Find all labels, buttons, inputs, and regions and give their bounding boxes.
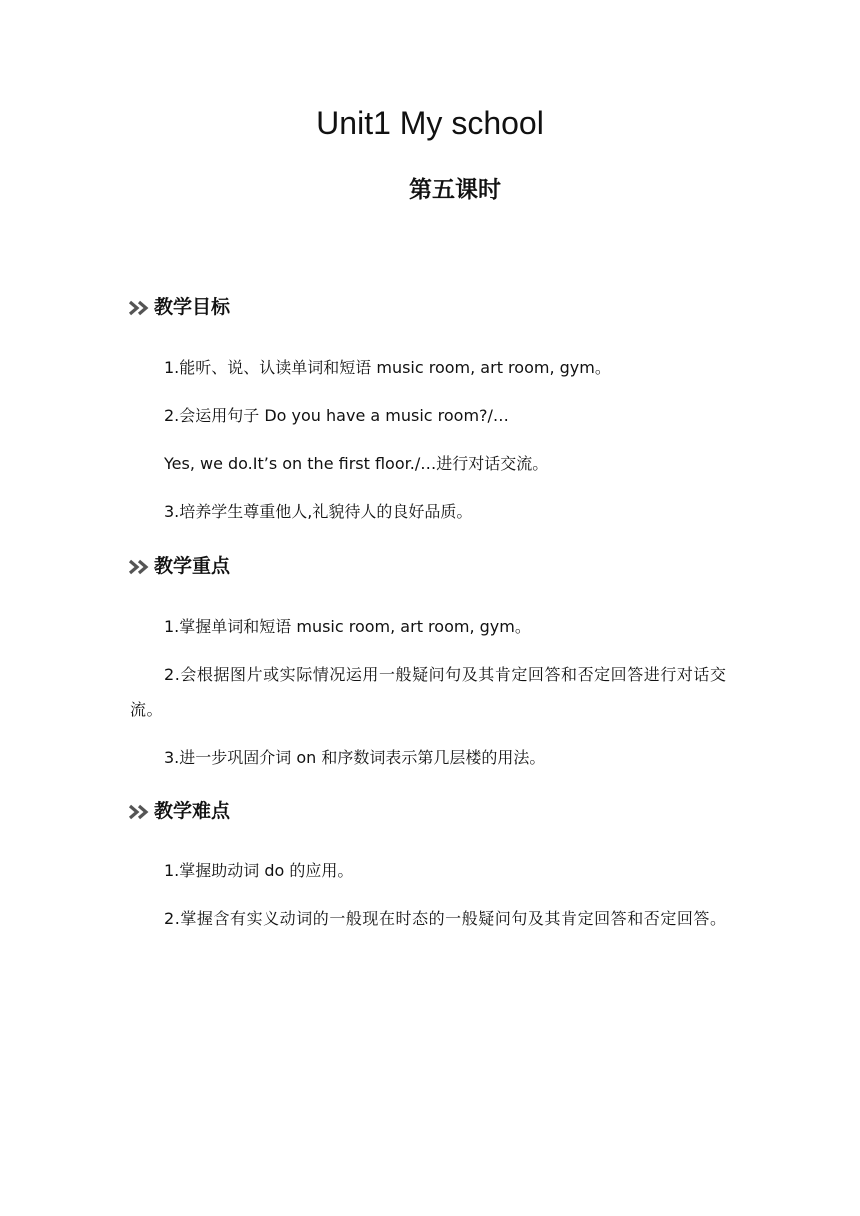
section-heading-difficulties <box>128 797 230 827</box>
double-chevron-icon <box>128 299 152 317</box>
lesson-subtitle: 第五课时 <box>409 176 501 203</box>
document-title: Unit1 My school <box>316 105 544 141</box>
objective-item: 2.会运用句子 Do you have a music room?/… <box>164 406 509 425</box>
section-heading-key-points <box>128 552 230 582</box>
key-point-item: 2.会根据图片或实际情况运用一般疑问句及其肯定回答和否定回答进行对话交流。 <box>130 665 727 719</box>
double-chevron-icon <box>128 803 152 821</box>
section-heading-label: 教学难点 <box>154 801 231 822</box>
key-point-item: 3.进一步巩固介词 on 和序数词表示第几层楼的用法。 <box>164 748 546 767</box>
objective-item: 3.培养学生尊重他人,礼貌待人的良好品质。 <box>164 502 473 521</box>
double-chevron-icon <box>128 558 152 576</box>
difficulty-item: 2.掌握含有实义动词的一般现在时态的一般疑问句及其肯定回答和否定回答。 <box>164 909 727 928</box>
difficulty-item: 1.掌握助动词 do 的应用。 <box>164 861 354 880</box>
objective-item: 1.能听、说、认读单词和短语 music room, art room, gym。 <box>164 358 611 377</box>
objective-item: Yes, we do.It’s on the first floor./…进行对话交流。 <box>164 454 549 473</box>
section-heading-label: 教学目标 <box>154 297 231 318</box>
section-heading-label: 教学重点 <box>154 556 231 577</box>
section-heading-objectives <box>128 293 230 323</box>
key-point-item: 1.掌握单词和短语 music room, art room, gym。 <box>164 617 531 636</box>
